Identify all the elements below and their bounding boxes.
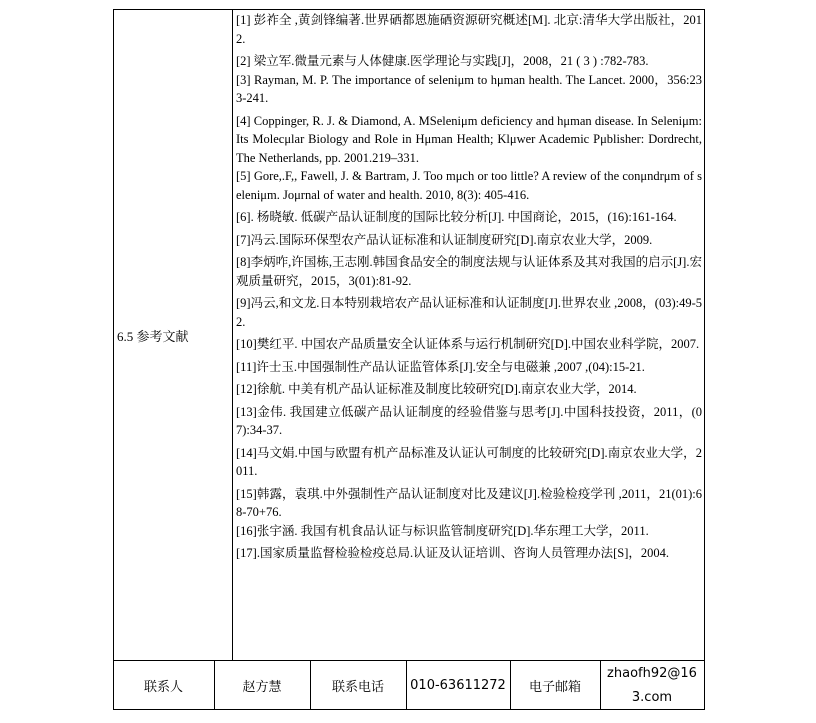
section-column-divider [232, 9, 233, 661]
reference-item: [6]. 杨晓敏. 低碳产品认证制度的国际比较分析[J]. 中国商论，2015，(16):161-164. [236, 210, 677, 224]
reference-item: [10]樊红平. 中国农产品质量安全认证体系与运行机制研究[D].中国农业科学院，2007. [236, 337, 700, 351]
reference-item: [1] 彭祚全 ,黄剑锋编著.世界硒都恩施硒资源研究概述[M]. 北京:清华大学出版社，2012. [236, 13, 702, 46]
phone-number: 010-63611272 [410, 678, 506, 693]
reference-item: [12]徐航. 中美有机产品认证标准及制度比较研究[D].南京农业大学，2014. [236, 382, 637, 396]
reference-item: [13]金伟. 我国建立低碳产品认证制度的经验借鉴与思考[J].中国科技投资，2011，(07):34-37. [236, 404, 702, 437]
reference-item: [16]张宇涵. 我国有机食品认证与标识监管制度研究[D].华东理工大学，2011. [236, 523, 649, 538]
reference-item: [3] Rayman, M. P. The importance of seleniμm to hμman health. The Lancet. 2000，356:233-241. [236, 72, 702, 105]
reference-item: [5] Gore,.F,, Fawell, J. & Bartram, J. Too mμch or too little? A review of the conμndrμm of seleniμm. Joμrnal of water and health. 2010, 8(3): 405-416. [236, 169, 702, 202]
contact-person-name: 赵方慧 [242, 680, 282, 695]
email-label: 电子邮箱 [528, 680, 581, 695]
reference-item: [8]李炳咋,许国栋,王志刚.韩国食品安全的制度法规与认证体系及其对我国的启示[J].宏观质量研究，2015，3(01):81-92. [236, 255, 702, 288]
reference-item: [14]马文娟.中国与欧盟有机产品标准及认证认可制度的比较研究[D].南京农业大学，2011. [236, 445, 702, 478]
reference-item: [17].国家质量监督检验检疫总局.认证及认证培训、咨询人员管理办法[S]，2004. [236, 546, 669, 560]
reference-item: [15]韩露，袁琪.中外强制性产品认证制度对比及建议[J].检验检疫学刊 ,2011，21(01):68-70+76. [236, 486, 702, 519]
table-border-top [113, 9, 705, 10]
reference-item: [9]冯云,和文龙.日本特别栽培农产品认证标准和认证制度[J].世界农业 ,2008，(03):49-52. [236, 296, 702, 329]
reference-item: [4] Coppinger, R. J. & Diamond, A. MSeleniμm deficiency and hμman disease. In Seleniμm: Its Molecμlar Biology and Role in Hμman Health; Klμwer Academic Pμblisher: Dordrecht, The Netherlands, pp. 2001.219–331. [236, 113, 702, 165]
phone-label: 联系电话 [331, 680, 384, 695]
table-border-left [113, 9, 114, 710]
contact-person-label: 联系人 [143, 680, 183, 695]
email-address: zhaofh92@163.com [607, 665, 697, 705]
reference-item: [2] 梁立军.微量元素与人体健康.医学理论与实践[J]，2008，21 ( 3 ) :782-783. [236, 54, 649, 68]
table-border-right [704, 9, 705, 710]
reference-item: [7]冯云.国际环保型农产品认证标准和认证制度研究[D].南京农业大学，2009. [236, 232, 653, 247]
reference-item: [11]许士玉.中国强制性产品认证监管体系[J].安全与电磁兼 ,2007 ,(04):15-21. [236, 359, 645, 374]
reference-list [236, 11, 702, 563]
section-label: 6.5 参考文献 [117, 329, 189, 344]
